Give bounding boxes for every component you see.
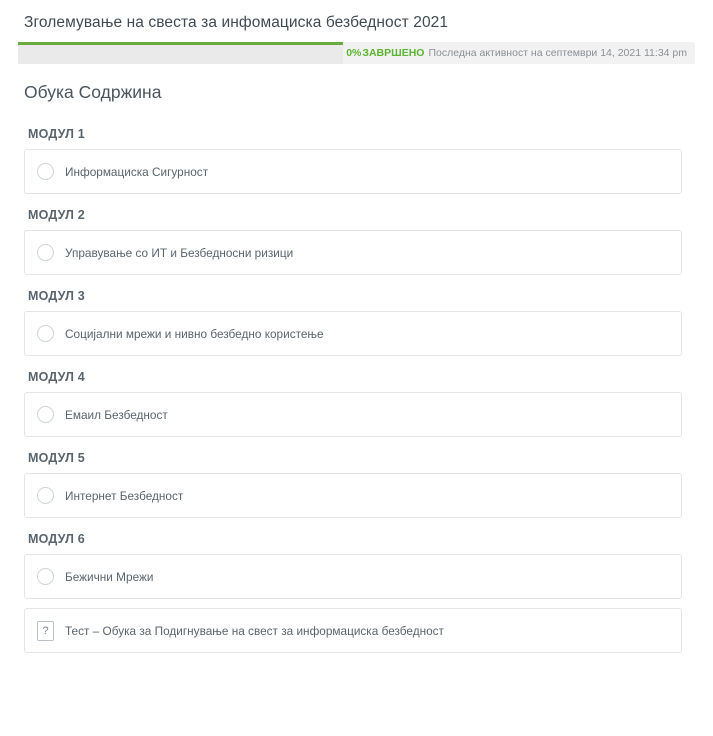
circle-incomplete-icon bbox=[37, 244, 54, 261]
lesson-title: Емаил Безбедност bbox=[65, 407, 168, 422]
module-label: МОДУЛ 5 bbox=[28, 451, 85, 465]
module-label: МОДУЛ 2 bbox=[28, 208, 85, 222]
module-list bbox=[0, 113, 713, 653]
module-label: МОДУЛ 6 bbox=[28, 532, 85, 546]
circle-incomplete-icon bbox=[37, 487, 54, 504]
module-label: МОДУЛ 4 bbox=[28, 370, 85, 384]
circle-incomplete-icon bbox=[37, 406, 54, 423]
lesson-title: Интернет Безбедност bbox=[65, 488, 184, 503]
lesson-title: Информациска Сигурност bbox=[65, 164, 209, 179]
progress-track bbox=[18, 42, 343, 64]
lesson-row[interactable] bbox=[24, 392, 682, 437]
lesson-title: Социјални мрежи и нивно безбедно користење bbox=[65, 326, 324, 341]
content-heading: Обука Содржина bbox=[24, 82, 162, 102]
lesson-row[interactable] bbox=[24, 230, 682, 275]
progress-percent: 0% bbox=[346, 47, 362, 59]
page-title: Зголемување на свеста за инфомациска безбедност 2021 bbox=[24, 14, 449, 31]
progress-status bbox=[346, 47, 687, 59]
lesson-row[interactable] bbox=[24, 311, 682, 356]
quiz-icon bbox=[37, 621, 54, 641]
circle-incomplete-icon bbox=[37, 163, 54, 180]
lesson-row[interactable] bbox=[24, 554, 682, 599]
module-label: МОДУЛ 3 bbox=[28, 289, 85, 303]
course-progress-bar bbox=[18, 42, 695, 64]
lesson-row[interactable] bbox=[24, 473, 682, 518]
lesson-row[interactable] bbox=[24, 149, 682, 194]
progress-completed-label: ЗАВРШЕНО bbox=[362, 47, 425, 59]
lesson-title: Бежични Мрежи bbox=[65, 569, 154, 584]
last-activity-text: Последна активност на септември 14, 2021 11:34 pm bbox=[428, 47, 687, 59]
module-label: МОДУЛ 1 bbox=[28, 127, 85, 141]
quiz-row[interactable] bbox=[24, 608, 682, 653]
circle-incomplete-icon bbox=[37, 325, 54, 342]
quiz-title: Тест – Обука за Подигнување на свест за информациска безбедност bbox=[65, 623, 444, 638]
lesson-title: Управување со ИТ и Безбедносни ризици bbox=[65, 245, 294, 260]
circle-incomplete-icon bbox=[37, 568, 54, 585]
progress-fill bbox=[18, 42, 343, 45]
